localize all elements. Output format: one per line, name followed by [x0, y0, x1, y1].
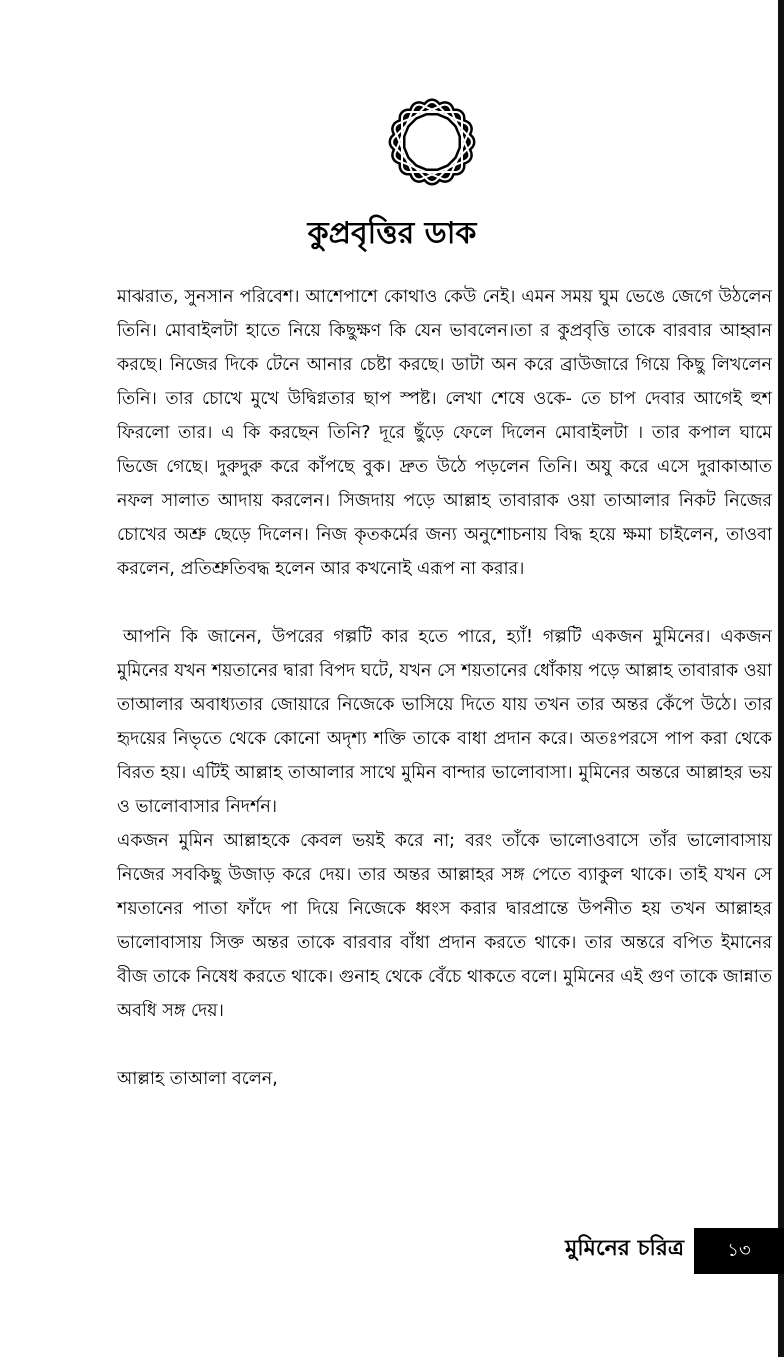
chapter-body: [117, 280, 772, 1096]
page-number-badge: [694, 1228, 784, 1274]
interlaced-star-ornament-icon: [376, 86, 488, 198]
chapter-title: কুপ্রবৃত্তির ডাক: [307, 216, 477, 251]
body-paragraph: মাঝরাত, সুনসান পরিবেশ। আশেপাশে কোথাও কেউ নেই। এমন সময় ঘুম ভেঙে জেগে উঠলেন তিনি। মোবাইলটা হাতে নিয়ে কিছুক্ষণ কি যেন ভাবলেন।তা র কুপ্রবৃত্তি তাকে বারবার আহ্বান করছে। নিজের দিকে টেনে আনার চেষ্টা করছে। ডাটা অন করে ব্রাউজারে গিয়ে কিছু লিখলেন তিনি। তার চোখে মুখে উদ্বিগ্নতার ছাপ স্পষ্ট। লেখা শেষে ওকে- তে চাপ দেবার আগেই হুশ ফিরলো তার। এ কি করছেন তিনি? দূরে ছুঁড়ে ফেলে দিলেন মোবাইলটা । তার কপাল ঘামে ভিজে গেছে। দুরুদুরু করে কাঁপছে বুক। দ্রুত উঠে পড়লেন তিনি। অযু করে এসে দুরাকাআত নফল সালাত আদায় করলেন। সিজদায় পড়ে আল্লাহ তাবারাক ওয়া তাআলার নিকট নিজের চোখের অশ্রু ছেড়ে দিলেন। নিজ কৃতকর্মের জন্য অনুশোচনায় বিদ্ধ হয়ে ক্ষমা চাইলেন, তাওবা করলেন, প্রতিশ্রুতিবদ্ধ হলেন আর কখনোই এরূপ না করার।: [117, 287, 772, 579]
page-number: ১৩: [727, 1240, 751, 1261]
footer-book-title: মুমিনের চরিত্র: [565, 1235, 684, 1261]
page-edge: [778, 0, 784, 1357]
body-paragraph: আল্লাহ তাআলা বলেন,: [117, 1069, 278, 1089]
body-paragraph: আপনি কি জানেন, উপরের গল্পটি কার হতে পারে, হ্যাঁ! গল্পটি একজন মুমিনের। একজন মুমিনের যখন শয়তানের দ্বারা বিপদ ঘটে, যখন সে শয়তানের ধোঁকায় পড়ে আল্লাহ তাবারাক ওয়া তাআলার অবাধ্যতার জোয়ারে নিজেকে ভাসিয়ে দিতে যায় তখন তার অন্তর কেঁপে উঠে। তার হৃদয়ের নিভৃতে থেকে কোনো অদৃশ্য শক্তি তাকে বাধা প্রদান করে। অতঃপরসে পাপ করা থেকে বিরত হয়। এটিই আল্লাহ তাআলার সাথে মুমিন বান্দার ভালোবাসা। মুমিনের অন্তরে আল্লাহর ভয় ও ভালোবাসার নিদর্শন।: [117, 627, 772, 817]
body-paragraph: একজন মুমিন আল্লাহকে কেবল ভয়ই করে না; বরং তাঁকে ভালোওবাসে তাঁর ভালোবাসায় নিজের সবকিছু উজাড় করে দেয়। তার অন্তর আল্লাহর সঙ্গ পেতে ব্যাকুল থাকে। তাই যখন সে শয়তানের পাতা ফাঁদে পা দিয়ে নিজেকে ধ্বংস করার দ্বারপ্রান্তে উপনীত হয় তখন আল্লাহর ভালোবাসায় সিক্ত অন্তর তাকে বারবার বাঁধা প্রদান করতে থাকে। তার অন্তরে বপিত ইমানের বীজ তাকে নিষেধ করতে থাকে। গুনাহ থেকে বেঁচে থাকতে বলে। মুমিনের এই গুণ তাকে জান্নাত অবধি সঙ্গ দেয়।: [117, 831, 772, 1021]
